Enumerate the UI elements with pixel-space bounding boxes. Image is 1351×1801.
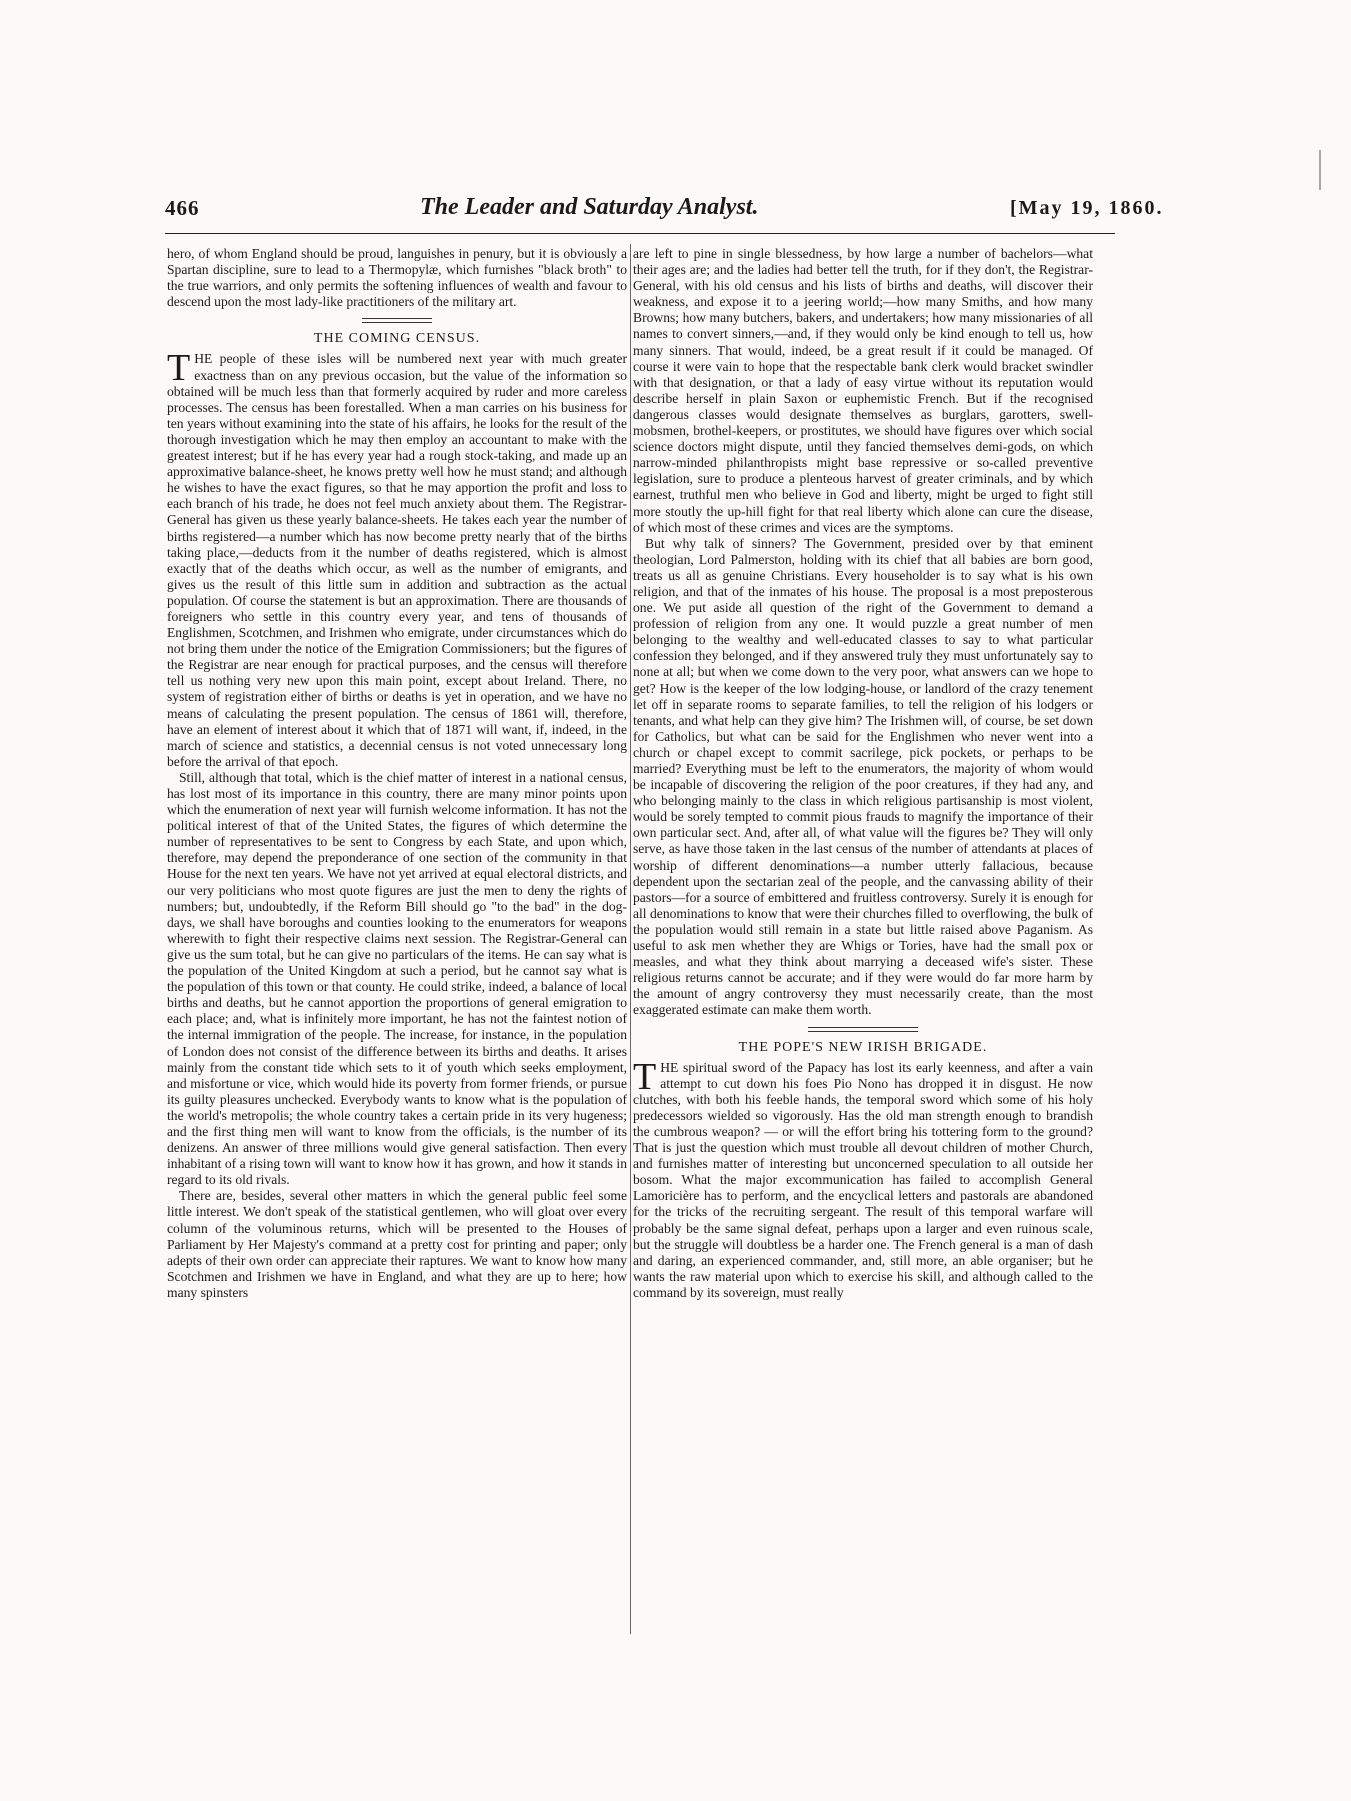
census-paragraph-1 bbox=[167, 347, 627, 769]
section-rule bbox=[808, 1027, 918, 1032]
brigade-paragraph-1-text: HE spiritual sword of the Papacy has lost its early keenness, and after a vain attempt to cut down his foes Pio Nono has dropped it in disgust. He now clutches, with both his feeble hands, the temporal sword which some of his holy predecessors wielded so vigorously. Has the old man strength enough to brandish the cumbrous weapon? — or will the effort bring his tottering form to the ground? That is just the question which must trouble all devout children of mother Church, and furnishes matter of interesting but unconcerned speculation to all outside her bosom. What the major excommunication has failed to accomplish General Lamoricière has to perform, and the encyclical letters and pastorals are abandoned for the tricks of the recruiting sergeant. The result of this temporal warfare will probably be the same signal defeat, perhaps upon a larger and even ruinous scale, but the struggle will doubtless be a harder one. The French general is a man of dash and daring, an experienced commander, and, still more, an able organiser; but he wants the raw material upon which to exercise his skill, and although called to the command by its sovereign, must really bbox=[633, 1059, 1093, 1300]
scan-edge-mark bbox=[1319, 150, 1321, 190]
census-paragraph-1-text: HE people of these isles will be numbered next year with much greater exactness than on any previous occasion, but the value of the information so obtained will be much less than that formerly acquired by ruder and more careless processes. The census has been forestalled. When a man carries on his business for ten years without examining into the state of his affairs, he looks for the result of the thorough investigation which he may then employ an accountant to make with the greatest interest; but if he has every year had a rough stock-taking, and made up an approximative balance-sheet, he knows pretty well how he must stand; and although he wishes to have the exact figures, so that he may apportion the profit and loss to each branch of his trade, he does not feel much anxiety about them. The Registrar-General has given us these yearly balance-sheets. He takes each year the number of births registered—a number which has now become pretty nearly that of the births taking place,—deducts from it the number of deaths registered, which is almost exactly that of the deaths which occur, as well as the number of emigrants, and gives us the result of this little sum in addition and subtraction as the actual population. Of course the statement is but an approximation. There are thousands of foreigners who settle in this country every year, and tens of thousands of Englishmen, Scotchmen, and Irishmen who emigrate, under circumstances which do not bring them under the notice of the Emigration Commissioners; but the figures of the Registrar are near enough for practical purposes, and the census will therefore tell us nothing very new upon this main point, except about Ireland. There, no system of registration either of births or deaths is yet in operation, and we have no means of calculating the present population. The census of 1861 will, therefore, have an element of interest about it which that of 1871 will want, if, indeed, in the march of science and statistics, a decennial census is not voted unnecessary long before the arrival of that epoch. bbox=[167, 351, 627, 769]
page-number: 466 bbox=[165, 196, 200, 220]
census-paragraph-3: There are, besides, several other matters in which the general public feel some little interest. We don't speak of the statistical gentlemen, who will gloat over every column of the voluminous returns, which will be presented to the Houses of Parliament by Her Majesty's command at a pretty cost for printing and paper; only adepts of their own order can appreciate their raptures. We want to know how many Scotchmen and Irishmen we have in England, and what they are up to here; how many spinsters bbox=[167, 1188, 627, 1300]
article-heading-census: THE COMING CENSUS. bbox=[313, 331, 481, 347]
census-continued-paragraph-2: But why talk of sinners? The Government, presided over by that eminent theologian, Lord Palmerston, holding with its chief that all babies are born good, treats us all as genuine Christians. Every householder is to say what is his own religion, and that of the inmates of his house. The proposal is a most preposterous one. We put aside all question of the right of the Government to demand a profession of religion from any one. It would puzzle a great number of men belonging to the wealthy and well-educated classes to say to what particular confession they belonged, and if they answered truly they must unfortunately say to none at all; but when we come down to the very poor, what answers can we hope to get? How is the keeper of the low lodging-house, or landlord of the crazy tenement let off in separate rooms to separate families, to tell the religion of his lodgers or tenants, and what help can they give him? The Irishmen will, of course, be set down for Catholics, but what can be said for the Englishmen who never went into a church or chapel except to commit sacrilege, pick pockets, or perhaps to be married? Everything must be left to the enumerators, the majority of whom would be incapable of discovering the religion of the poor creatures, if they had any, and who belonging mainly to the class in which religious partisanship is most violent, would be sorely tempted to commit pious frauds to magnify the importance of their own particular sect. And, after all, of what value will the figures be? They will only serve, as have those taken in the last census of the number of attendants at places of worship of different denominations—a number utterly fallacious, because dependent upon the sectarian zeal of the people, and the canvassing ability of their pastors—for a source of embittered and fruitless controversy. Surely it is enough for all denominations to know that were their churches filled to overflowing, the bulk of the population would still remain in a state but little raised above Paganism. As useful to ask men whether they are Whigs or Tories, have had the small pox or measles, and what they think about marrying a deceased wife's sister. These religious returns cannot be accurate; and if they were would do far more harm by the amount of angry controversy they must necessarily create, than the most exaggerated estimate can make them worth. bbox=[633, 535, 1093, 1018]
issue-date: [May 19, 1860. bbox=[1010, 197, 1164, 219]
brigade-paragraph-1 bbox=[633, 1055, 1093, 1301]
publication-title: The Leader and Saturday Analyst. bbox=[420, 194, 759, 220]
census-paragraph-2: Still, although that total, which is the chief matter of interest in a national census, has lost most of its importance in this country, there are many minor points upon which the enumeration of next year will furnish welcome information. It has not the political interest of that of the United States, the figures of which determine the number of representatives to be sent to Congress by each State, and upon which, therefore, may depend the preponderance of one section of the community in that House for the next ten years. We have not yet arrived at equal electoral districts, and our very politicians who most quote figures are just the men to deny the rights of numbers; but, undoubtedly, if the Reform Bill should go "to the bad" in the dog-days, we shall have boroughs and counties looking to the enumerators for weapons wherewith to fight their respective claims next session. The Registrar-General can give us the sum total, but he can give no particulars of the items. He can say what is the population of the United Kingdom at such a period, but he cannot say what is the population of this town or that county. He could strike, indeed, a balance of local births and deaths, but he cannot apportion the proportions of general emigration to each place; and, what is infinitely more important, he has not the faintest notion of the internal immigration of the people. The increase, for instance, in the population of London does not consist of the difference between its births and deaths. It arises mainly from the constant tide which sets to it of youth which seeks employment, and misfortune or vice, which would hide its poverty from former friends, or pursue its guilty pleasures unchecked. Everybody wants to know what is the population of the world's metropolis; the whole country takes a certain pride in its very hugeness; and the first thing men will want to know from the officials, is the number of its denizens. An answer of three millions would give general satisfaction. Then every inhabitant of a rising town will want to know how it has grown, and how it stands in regard to its old rivals. bbox=[167, 769, 627, 1188]
section-rule bbox=[362, 318, 432, 323]
census-continued-paragraph-1: are left to pine in single blessedness, by how large a number of bachelors—what their ages are; and the ladies had better tell the truth, for if they don't, the Registrar-General, with his old census and his lists of births and deaths, will discover their weakness, and expose it to a jeering world;—how many Smiths, and how many Browns; how many butchers, bakers, and undertakers; how many missionaries of all names to convert sinners,—and, if they would only be kind enough to tell us, how many sinners. That would, indeed, be a great result if it could be managed. Of course it were vain to hope that the respectable bank clerk would bracket swindler with that designation, or that a lady of easy virtue without its reputation would describe herself in plain Saxon or euphemistic French. But if the recognised dangerous classes would designate themselves as burglars, garotters, swell-mobsmen, brothel-keepers, or prostitutes, we should have figures over which social science doctors might dispute, until they fancied themselves demi-gods, on which narrow-minded philanthropists might base repressive or so-called preventive legislation, sure to produce a plenteous harvest of greater criminals, and by which earnest, truthful men who believe in God and liberty, might be urged to fight still more stoutly the up-hill fight for that real liberty which alone can cure the disease, of which most of these crimes and vices are the symptoms. bbox=[633, 246, 1093, 535]
column-divider bbox=[630, 244, 631, 1634]
drop-cap: T bbox=[167, 347, 191, 390]
left-column bbox=[167, 246, 627, 1301]
right-column bbox=[633, 246, 1093, 1301]
intro-paragraph: hero, of whom England should be proud, languishes in penury, but it is obviously a Spartan discipline, sure to lead to a Thermopylæ, which furnishes "black broth" to the true warriors, and only permits the softening influences of wealth and favour to descend upon the most lady-like practitioners of the military art. bbox=[167, 246, 627, 310]
drop-cap: T bbox=[633, 1055, 657, 1098]
article-heading-brigade: THE POPE'S NEW IRISH BRIGADE. bbox=[738, 1039, 988, 1055]
header-rule bbox=[165, 233, 1115, 234]
